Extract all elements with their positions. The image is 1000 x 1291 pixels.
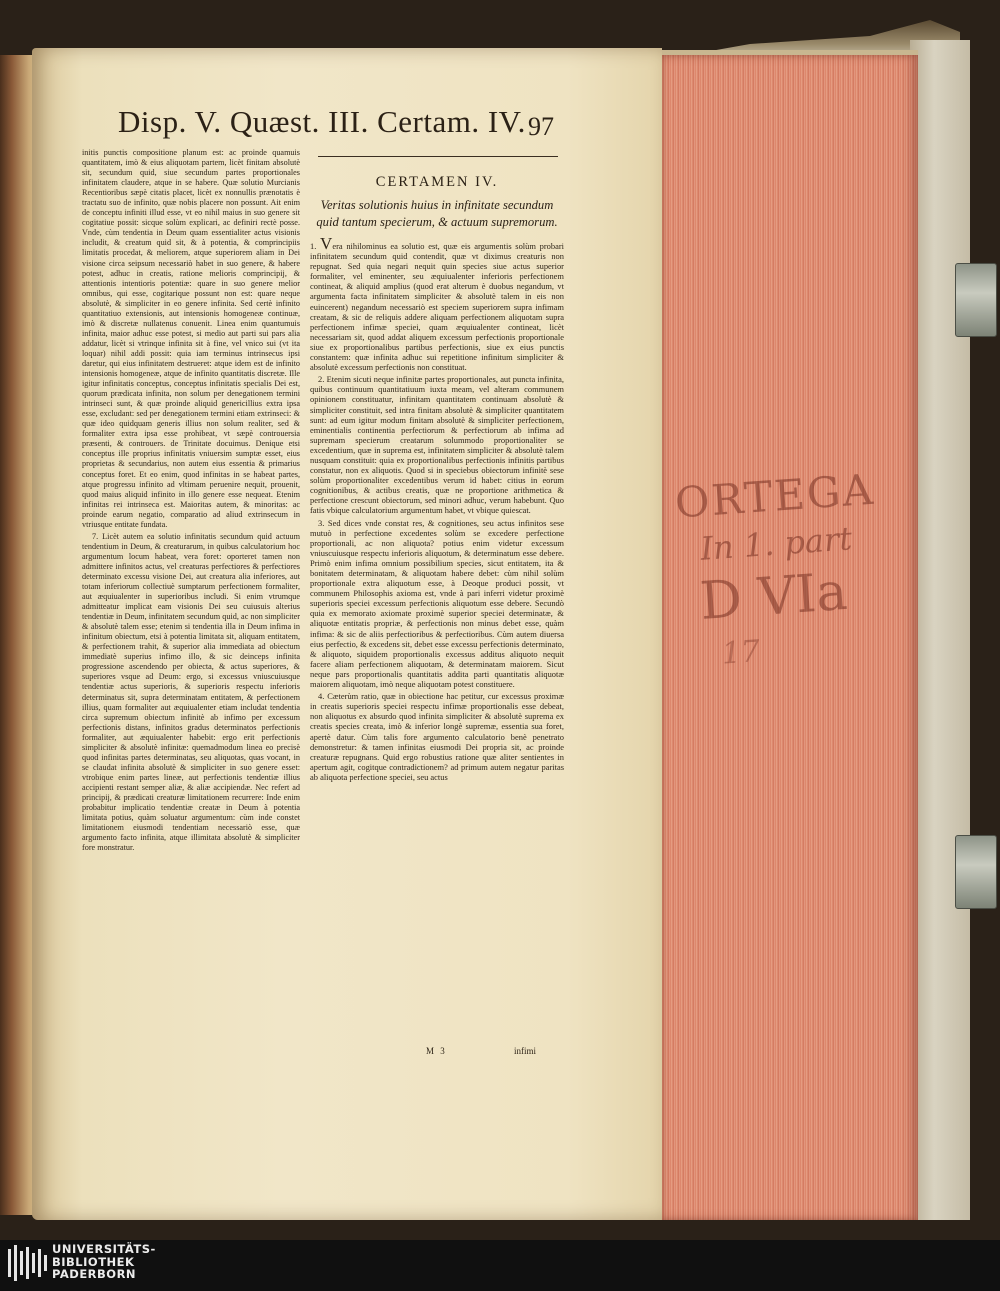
signature-mark: M 3	[426, 1046, 447, 1056]
section-title: CERTAMEN IV.	[375, 174, 499, 190]
library-name-line-2: BIBLIOTHEK	[52, 1254, 135, 1269]
shelfmark-inscription	[673, 462, 926, 674]
right-paragraph-2: 2. Etenim sicuti neque infinitæ partes proportionales, aut puncta infinita, quibus continuum quantitatiuum iuxta meam, vel alteram communem opinionem constituatur, infinitam quantitatem continuam absolutè & simpliciter constituit, sed intra finitam absolutè & simpliciter quantitatem sunt: ad eum igitur modum finitam absolutè & simpliciter perfectionem, eminentialis continentia perfectiorum & perfectiorum ab infima ad supremam specierum creatarum solummodo proportionaliter se excedentium, quæ in suprema est, infinitatem simpliciter & absolutè talem nusquam constituit: quia ex proportionalibus perfectionis infinitis partibus constatur, non ex aliquotis. Quod si in speciebus obiectorum infinitè sese solùm proportionaliter excedentibus verum id habet: citius in eorum cognitionibus, & actibus creatis, quæ ne proportione arithmetica & perfectione crescunt obiectorum, sed minori adhuc, verum habebunt. Quo fatis vbique calculatorium argumentum habet, vt vbique quiescat.	[310, 374, 564, 516]
library-logo-icon	[8, 1245, 48, 1281]
dropcap: V	[320, 234, 333, 253]
metal-clasp-upper	[955, 263, 997, 337]
library-name-line-3: PADERBORN	[52, 1267, 137, 1281]
shelfmark-line-4: 17	[720, 634, 762, 672]
right-body	[310, 234, 564, 782]
right-paragraph-4: 4. Cæterùm ratio, quæ in obiectione hac petitur, cur excessus proximæ in creatis superioris speciei respectu infimæ proportionalis esse debeat, non aliquotus ex absurdo quod infinita simpliciter & absolutè suprema ex creatis species creata, imò & inferior longè supremæ, essentia sua foret, apertè datur. Cùm talis fore argumento calculatorio benè penetrato demonstretur: & tamen infinitas eiusmodi Dei propria sit, ac proinde creaturæ repugnans. Quid ergo robustius ratione quæ aliter sentientes in apertum agit, cogitque contradictionem? ad primum autem negatur paritas ab aliquota perfectione speciei, seu actus	[310, 691, 564, 782]
library-name	[52, 1243, 156, 1281]
right-paragraph-3: 3. Sed dices vnde constat res, & cognitiones, seu actus infinitos sese mutuò in perfectione excedentes solùm se excedere perfectione proportionali, ac non aliquota? potius enim videtur excessum vniuscuiusque respectu inferioris aliquotum, & determinatum esse debere. Primò enim infima omnium possibilium species, sicut entitatem, ita & bonitatem determinatam, & aliquotam habere debet: cùm nihil solùm proportionale extra aliquotum esse, à Deoque produci possit, vt communem Philosophis axioma est, vnde à pari inferri videtur proximè superioris speciei excessum perfectionis aliquotum esse debere. Secundò quia ex memorato axiomate proximè superior speciei determinatæ, & aliquotæ entitatis propriæ, & perfectionis non minus debet esse, quàm infima: & sic de aliis perfectioribus & perfectioribus. Cùm autem diuersa eius perfectio, & excedens sit, debet esse excessu perfectionis determinato, & aliquoto, siquidem proportionalis excessus additus aliquoto nequit facere aliam perfectionem aliquotam, & determinatam maiorem. Sicut neque pars proportionalis quantitatis addita parti quantitatis aliquotæ maiorem aliquotam, imò neque aliquotam potest constituere.	[310, 517, 564, 690]
metal-clasp-lower	[955, 835, 997, 909]
shelfmark-line-2: In 1. part	[699, 519, 854, 568]
left-text-column	[82, 148, 300, 1048]
catchword: infimi	[514, 1046, 536, 1056]
paragraph-text: era nihilominus ea solutio est, quæ eis argumentis solùm probari infinitatem secundum quid contendit, quæ vt diximus creaturis non repugnat. Sed quia negari nequit quin species siue actus superior formaliter, vel eminenter, seu æquiualenter inferioris perfectionem contineat, & aliquid amplius (quod erat alterum è duobus negandum, vt argumenta facta infinitatem simpliciter & absolutè talem in eis non euincerent) negandum necessariò est speciem superiorem supra infimam creatam, & sic de reliquis addere aliquam perfectionem aliquotam supra perfectionem infimæ speciei, quam æquiualenter contineat, licèt necessariam sit, quod addat aliquem excessum perfectionis proportionale siue ex proportionalibus partibus perfectionis, siue ex eius punctis constantem: quæ infinita adhuc sui repetitione infinitum simpliciter & absolutè excessum perfectionis non constituat.	[310, 241, 564, 373]
section-subtitle: Veritas solutionis huius in infinitate secundum quid tantum specierum, & actuum supremorum.	[316, 198, 558, 229]
library-name-line-1: UNIVERSITÄTS-	[52, 1242, 156, 1256]
right-text-column	[310, 172, 564, 1062]
shelfmark-line-1: ORTEGA	[673, 464, 877, 528]
left-paragraph-2: 7. Licèt autem ea solutio infinitatis secundum quid actuum tendentium in Deum, & creaturarum, in quibus calculatorium hoc argumentum locum habeat, vera foret: oporteret tamen non admittere infinitos actus, vel creaturas perfectiores & perfectiores determinato excessu visione Dei, aut creatura alia inferiores, aut totam inferiorum collectiuè sumptarum perfectionem formaliter, aut æquiualenter in superioribus includi. Si enim vtrumque admitteatur implicat eam visionis Dei seu cuiusuis alterius tendentiæ in Deum, infinitatem secundum quid, ac non simpliciter & absolutè talem esse; etenim si tendentia illa in Deum infima in infinitum obiectum, etsi à potentia limitata sit, aliquam entitatem, & perfectionem trahit, & superior alia immediata ad obiectum immediatè superius infimo illo, & sic deinceps infinita progressione ascendendo per obiecta, & actus superiores, & superiores vsque ad Deum: ergo, si excessus vniuscuiusque tendentiæ actus superioris, & superioris respectu inferioris determinatus sit, supra determinatam entitatem, & perfectionem illius, quam formaliter aut æquiualenter etiam includat tendentia circa supremum obiectum infinitè ab infimo per excessum perfectionis distans, infinitos gradus determinatos perfectionis formaliter, aut æquiualenter habebit: ergo erit perfectionis simpliciter & absolutè infinitæ: quemadmodum linea eo precisè quod infinitas partes determinatas, seu aliquotas, quas vocant, in se claudat infinita absolutè & simpliciter in suo genere esset: vtrobique enim partes lineæ, aut perfectionis tendentiæ illius accipienti restant semper aliæ, & aliæ accipiendæ. Nec refert ad principij, & prædicati creaturæ limitationem recurrere: Inde enim probabitur implicatio tendentiæ creatæ in Deum à potentia limitata potius, quàm soluatur argumentum: cùm inde constet limitationem eiusmodi tendentiam necessariò esse, quæ argumento facto infinita, atque illimitata absolutè & simpliciter fore monstratur.	[82, 531, 300, 853]
shelfmark-line-3: D VIa	[698, 561, 850, 632]
page-number: 97	[528, 112, 554, 141]
header-rule	[318, 156, 558, 157]
right-paragraph-1	[310, 234, 564, 373]
paragraph-number: 1.	[310, 241, 317, 251]
left-paragraph-1: initis punctis compositione planum est: ac proinde quamuis quantitatem, imò & eius aliquotam partem, licèt finitam absolutè sit, secundum quid, siue secundum partes proportionales infinitatem claudere, atque in se habere. Quæ solutio Murcianis Recentioribus sæpè citatis placet, licèt ex nonnullis prænotatis è tractatu suo de infinito, quæ nobis placere non possunt. Ait enim de conceptu infiniti illud esse, vt eo nihil maius in suo genere sit cogitatiue possit: sicque solùm explicari, ac definiri rectè posse. Vnde, cùm tendentia in Deum quam essentialiter actus visionis includit, & creatum quid sit, & à potentia, & comprincipiis limitatis procedat, & meliorem, atque superiorem aliam in Dei visione circa seipsum necessariò habet in suo genere, & habere potest, adhuc in creatis, ratione melioris comprincipij, & attentionis intentioris potentiæ: quare in suo genere melior omnibus, qui esse, cogitarique possunt non est: quare neque absolutè, & simpliciter in eo genere infinita. Sed certè infinito quantitatiuo extensionis, aut intensionis homogeneæ continuæ, imò & discretæ nullatenus conuenit. Linea enim quantumuis infinita, maior adhuc esse potest, si medio aut parti sui pars alia addatur, licèt si vtrinque infinita sit à fine, vel vnico sui (vt ita loquar) nihil addi possit: quia iam terminus intrinsecus ipsi daretur, qui eius infinitatem destrueret: atque idem est de infinito intensionis homogeneæ, atque de infinito quantitatis discretæ. Ille igitur infinitatis conceptus, conceptus infinitatis specialis Dei est, quorum prædicata infinita, non solum per denegationem termini intrinseci sunt, & quæ proinde aliquid genericillius extra ipsa esse, excludant: sed per denegationem termini etiam extrinseci: & quæ ideo quidquam generis illius non solum realiter, sed & formaliter extra ipsa esse prohibeat, vt sæpè controuersia præsenti, & controuers. de Trinitate docuimus. Denique etsi conceptus ille proprius infinitatis vniuersim sumptæ esset, eius proprietas & secundarius, non autem eius essentia & primarius conceptus foret. Et eo enim, quod infinitas in se habeat partes, atque progressu infinito ad vltimam peruenire nequit, prouenit, quod maius aliquid infinito in illo genere esse nequeat. Etenim infinitas rei intrinseca est. Maioritas autem, & minoritas: ac proinde earum negatio, comparatio ad aliud extrinsecum in vtriusque entitate fundata.	[82, 148, 300, 529]
running-head: Disp. V. Quæst. III. Certam. IV.	[118, 104, 526, 139]
